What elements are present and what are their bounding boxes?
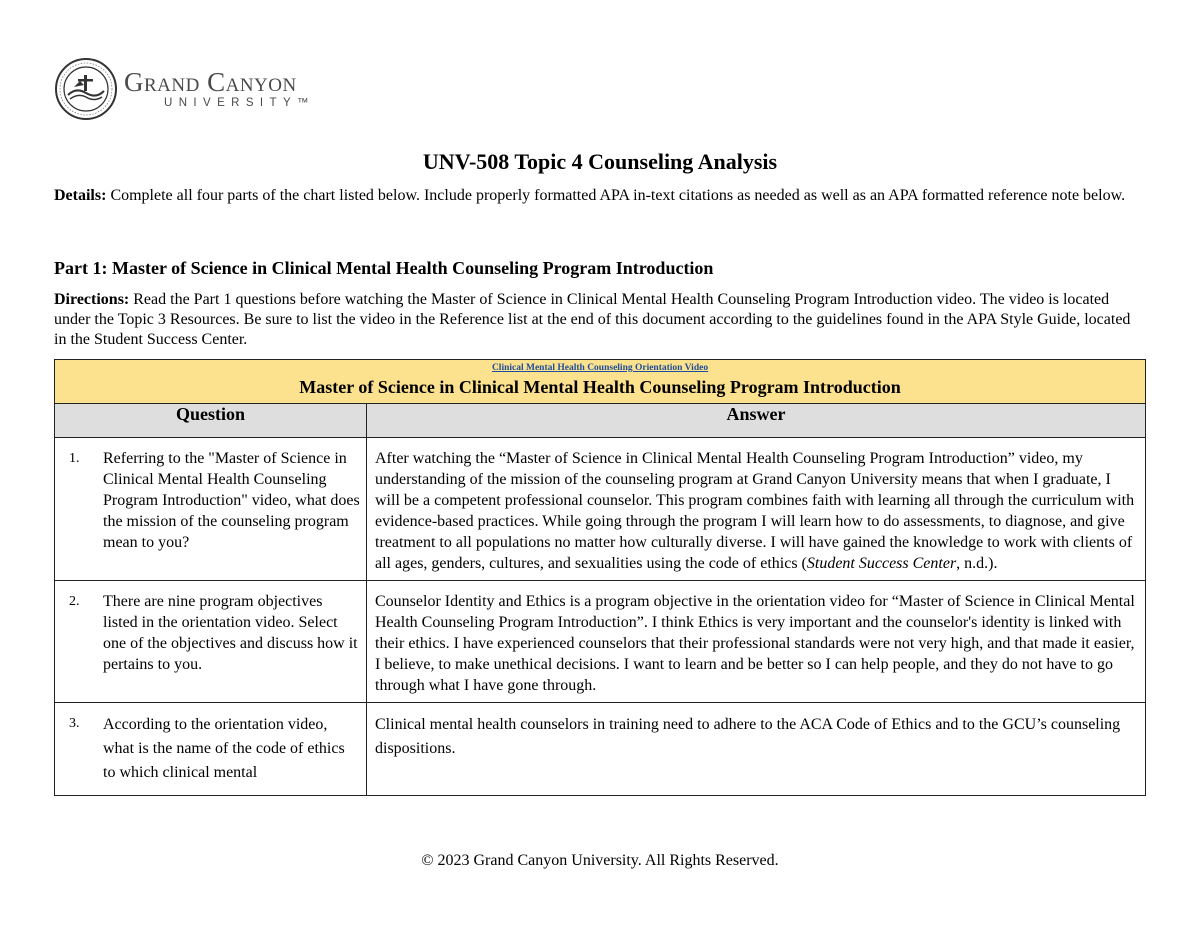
answer-cell: Clinical mental health counselors in training need to adhere to the ACA Code of Ethics and to the GCU’s counseling dispositions. <box>367 703 1146 796</box>
column-header-question: Question <box>55 404 367 438</box>
university-logo <box>54 57 315 121</box>
column-header-row <box>55 404 1146 438</box>
question-text: There are nine program objectives listed in the orientation video. Select one of the objectives and discuss how it pertains to you. <box>103 593 358 673</box>
logo-wordmark: Grand Canyon <box>124 67 297 97</box>
column-header-answer: Answer <box>367 404 1146 438</box>
document-title: UNV-508 Topic 4 Counseling Analysis <box>422 149 778 174</box>
logo-subtitle: UNIVERSITY™ <box>164 97 315 109</box>
table-header-cell <box>55 360 1146 404</box>
question-text: Referring to the "Master of Science in Clinical Mental Health Counseling Program Introduction" video, what does the mission of the counseling program mean to you? <box>103 450 360 551</box>
answer-cell <box>367 438 1146 581</box>
program-intro-table <box>54 359 1146 796</box>
details-label: Details: <box>54 187 107 204</box>
university-seal-icon <box>54 57 118 121</box>
details-paragraph <box>54 186 1144 206</box>
question-number: 1. <box>69 451 80 466</box>
directions-label: Directions: <box>54 291 130 308</box>
citation-end: , n.d.). <box>956 555 998 572</box>
answer-cell: Counselor Identity and Ethics is a program objective in the orientation video for “Master of Science in Clinical Mental Health Counseling Program Introduction”. I think Ethics is very important and the counselor's identity is linked with their ethics. I have experienced counselors that their professional standards were not very high, and that made it easier, I believe, to make unethical decisions. I want to learn and be better so I can help people, and they do not have to go through what I have gone through. <box>367 581 1146 703</box>
table-row <box>55 438 1146 581</box>
copyright-footer: © 2023 Grand Canyon University. All Rights Reserved. <box>421 852 779 869</box>
table-row <box>55 581 1146 703</box>
question-cell <box>55 703 367 796</box>
orientation-video-link[interactable]: Clinical Mental Health Counseling Orientation Video <box>491 363 709 373</box>
question-cell <box>55 438 367 581</box>
question-number: 3. <box>69 716 80 731</box>
citation-source: Student Success Center <box>806 555 957 572</box>
table-header-row <box>55 360 1146 404</box>
directions-paragraph <box>54 290 1144 350</box>
table-title: Master of Science in Clinical Mental Health Counseling Program Introduction <box>299 377 901 397</box>
details-text: Complete all four parts of the chart listed below. Include properly formatted APA in-text citations as needed as well as an APA formatted reference note below. <box>106 187 1126 204</box>
table-row <box>55 703 1146 796</box>
question-number: 2. <box>69 594 80 609</box>
directions-text: Read the Part 1 questions before watching the Master of Science in Clinical Mental Health Counseling Program Introduction video. The video is located under the Topic 3 Resources. Be sure to list the video in the Reference list at the end of this document according to the guidelines found in the APA Style Guide, located in the Student Success Center. <box>54 291 1131 348</box>
part1-heading: Part 1: Master of Science in Clinical Mental Health Counseling Program Introduction <box>54 258 714 278</box>
question-text: According to the orientation video, what is the name of the code of ethics to which clinical mental <box>103 716 345 781</box>
question-cell <box>55 581 367 703</box>
answer-text: After watching the “Master of Science in Clinical Mental Health Counseling Program Introduction” video, my understanding of the mission of the counseling program at Grand Canyon University means that when I graduate, I will be a competent professional counselor. This program combines faith with learning all through the curriculum with evidence-based practices. While going through the program I will learn how to do assessments, to diagnose, and give treatment to all populations no matter how culturally diverse. I will have gained the knowledge to work with clients of all ages, genders, cultures, and sexualities using the code of ethics ( <box>375 450 1135 572</box>
